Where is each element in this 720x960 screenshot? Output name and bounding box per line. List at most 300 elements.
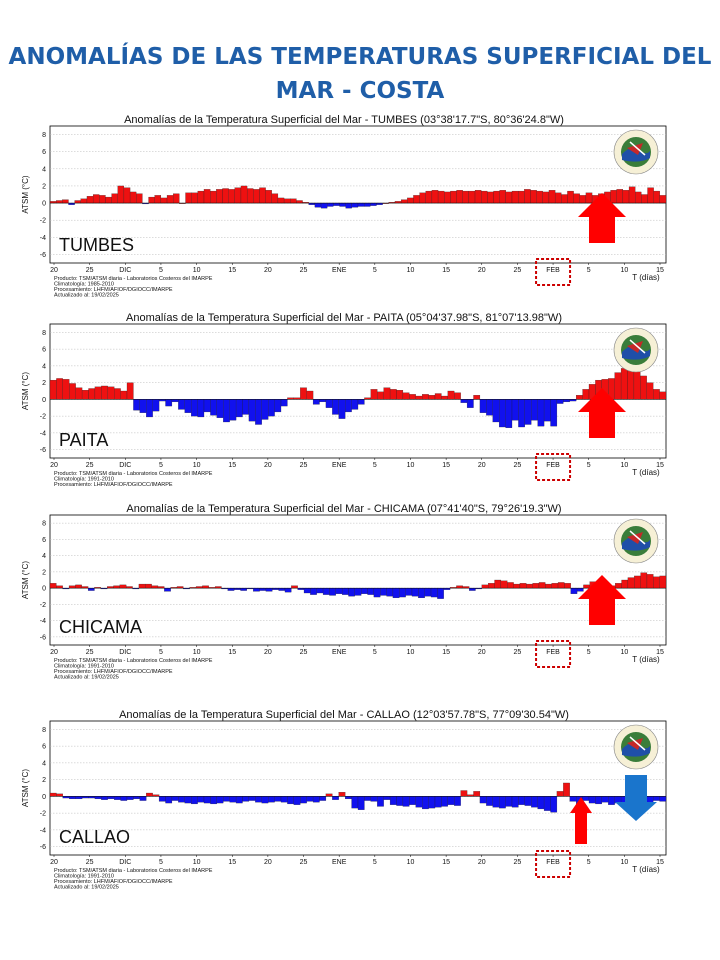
bar: [480, 796, 486, 803]
bar: [172, 796, 178, 800]
bar: [403, 796, 409, 806]
x-tick-label: 20: [263, 462, 272, 469]
chart-title: Anomalías de la Temperatura Superficial del Mar - CALLAO (12°03'57.78"S, 77°09'30.54"W): [119, 709, 569, 721]
bar: [544, 399, 550, 421]
y-axis-label: ATSM (°C): [21, 560, 30, 600]
plot-frame: [50, 721, 666, 855]
x-tick-label: 10: [620, 859, 629, 866]
bar: [294, 796, 300, 804]
bar: [551, 399, 557, 426]
bar: [474, 395, 480, 399]
bar: [210, 191, 216, 203]
bar: [648, 188, 654, 203]
y-tick-label: 4: [42, 553, 46, 561]
bar: [469, 588, 475, 590]
bar: [583, 585, 589, 588]
bar: [531, 796, 537, 807]
bar: [346, 203, 352, 208]
footer-line: Climatología: 1991-2010: [54, 663, 114, 670]
bar: [441, 796, 447, 806]
x-axis-label: T (días): [632, 468, 660, 477]
bar: [577, 588, 583, 591]
bar: [549, 190, 555, 203]
bar: [333, 203, 339, 206]
bar: [538, 796, 544, 809]
chart-panel-chicama: [18, 502, 670, 700]
bar: [418, 588, 424, 598]
bar: [611, 190, 617, 203]
bar: [56, 794, 62, 797]
bar: [82, 796, 88, 798]
bar: [230, 399, 236, 420]
bar: [544, 796, 550, 810]
bar: [586, 193, 592, 203]
bar: [260, 588, 266, 590]
x-tick-label: 15: [228, 267, 237, 274]
bar: [210, 399, 216, 415]
x-tick-label: 25: [299, 267, 308, 274]
bar: [56, 586, 62, 588]
bar: [217, 399, 223, 417]
bar: [266, 190, 272, 203]
bar: [99, 195, 105, 203]
bar: [178, 796, 184, 802]
bar: [153, 795, 159, 797]
bar: [401, 200, 407, 203]
x-tick-label: 15: [656, 462, 664, 469]
x-tick-label: 10: [406, 267, 415, 274]
bar: [564, 583, 570, 588]
bar: [615, 373, 621, 400]
x-tick-label: 15: [228, 649, 237, 656]
bar: [313, 399, 319, 404]
bar: [249, 796, 255, 800]
bar: [114, 796, 120, 799]
bar: [384, 796, 390, 799]
bar: [241, 588, 247, 590]
x-tick-label: 20: [50, 267, 58, 274]
bar: [262, 399, 268, 419]
bar: [641, 573, 647, 588]
bar: [617, 189, 623, 203]
bar: [456, 586, 462, 588]
bar: [300, 388, 306, 400]
imarpe-logo: [614, 130, 658, 174]
bar: [82, 390, 88, 399]
chart-panel-paita: [18, 311, 670, 501]
x-tick-label: FEB: [546, 859, 560, 866]
bar: [390, 796, 396, 804]
y-tick-label: -6: [39, 844, 46, 852]
bar: [326, 399, 332, 407]
x-tick-label: 15: [228, 859, 237, 866]
station-label: CHICAMA: [59, 617, 143, 637]
bar: [139, 584, 145, 588]
bar: [531, 399, 537, 420]
footer-line: Climatología: 1991-2010: [54, 476, 114, 483]
x-axis-label: T (días): [632, 865, 660, 874]
chart-panel-tumbes: [18, 113, 670, 306]
bar: [216, 189, 222, 203]
bar: [530, 190, 536, 203]
bar: [660, 796, 666, 801]
bar: [432, 190, 438, 203]
footer-line: Actualizado al: 19/02/2025: [54, 292, 119, 299]
imarpe-logo: [614, 725, 658, 769]
bar: [101, 796, 107, 799]
x-tick-label: 5: [158, 462, 163, 469]
bar: [336, 588, 342, 594]
bar: [145, 584, 151, 588]
bar: [399, 588, 405, 597]
x-tick-label: 15: [656, 859, 664, 866]
bar: [647, 383, 653, 400]
bar: [146, 399, 152, 417]
footer-line: Producto: TSM/ATSM diaria - Laboratorios Costeros del IMARPE: [54, 868, 213, 874]
bar: [173, 194, 179, 203]
bar: [140, 399, 146, 412]
x-tick-label: 15: [442, 462, 451, 469]
bar: [56, 378, 62, 399]
bar: [377, 796, 383, 806]
y-tick-label: 0: [42, 396, 46, 404]
bar: [660, 576, 666, 588]
bar: [178, 399, 184, 409]
y-tick-label: 6: [42, 743, 46, 751]
chart-svg: [18, 311, 670, 501]
x-tick-label: 20: [477, 462, 486, 469]
bar: [377, 392, 383, 400]
bar: [172, 399, 178, 402]
bar: [435, 394, 441, 400]
footer-line: Producto: TSM/ATSM diaria - Laboratorios Costeros del IMARPE: [54, 276, 213, 282]
bar: [50, 380, 56, 399]
bar: [329, 588, 335, 595]
bar: [608, 796, 614, 804]
bar: [262, 796, 268, 803]
bar: [272, 194, 278, 203]
bar: [186, 193, 192, 203]
bar: [287, 796, 293, 804]
bar: [63, 379, 69, 399]
bar: [387, 588, 393, 596]
x-tick-label: 5: [586, 649, 591, 656]
bar: [437, 588, 443, 599]
bar: [628, 578, 634, 589]
y-tick-label: -4: [39, 618, 46, 626]
bar: [56, 200, 62, 203]
x-tick-label: ENE: [331, 462, 347, 469]
x-tick-label: 20: [477, 649, 486, 656]
bar: [380, 588, 386, 595]
bar: [307, 391, 313, 399]
bar: [552, 583, 558, 588]
bar: [198, 191, 204, 203]
bar: [259, 188, 265, 203]
bar: [526, 584, 532, 588]
bar: [323, 588, 329, 595]
bar: [95, 796, 101, 799]
bar: [236, 796, 242, 803]
bar: [320, 796, 326, 800]
x-tick-label: 5: [372, 462, 377, 469]
x-axis-label: T (días): [632, 273, 660, 282]
bar: [136, 194, 142, 203]
footer-line: Climatología: 1985-2010: [54, 281, 114, 288]
bar: [281, 796, 287, 802]
bar: [518, 399, 524, 427]
bar: [235, 188, 241, 203]
bar: [487, 192, 493, 203]
bar: [121, 796, 127, 800]
bar: [352, 796, 358, 808]
bar: [217, 796, 223, 803]
bar: [114, 586, 120, 588]
bar: [501, 581, 507, 588]
bar: [326, 794, 332, 797]
x-tick-label: 5: [372, 649, 377, 656]
footer-line: Producto: TSM/ATSM diaria - Laboratorios Costeros del IMARPE: [54, 471, 213, 477]
bar: [278, 198, 284, 203]
bar: [76, 388, 82, 400]
bar: [155, 195, 161, 203]
x-tick-label: 25: [85, 462, 94, 469]
x-tick-label: 15: [442, 859, 451, 866]
x-tick-label: 10: [620, 462, 629, 469]
bar: [416, 796, 422, 807]
bar: [583, 796, 589, 800]
bar: [463, 191, 469, 203]
bar: [118, 186, 124, 203]
bar: [537, 191, 543, 203]
bar: [317, 588, 323, 593]
bar: [635, 192, 641, 203]
y-tick-label: 0: [42, 200, 46, 208]
bar: [223, 796, 229, 801]
bar: [576, 395, 582, 399]
x-tick-label: DIC: [119, 462, 132, 469]
bar: [89, 388, 95, 399]
bar: [192, 193, 198, 203]
bar: [185, 399, 191, 412]
x-tick-label: 5: [372, 859, 377, 866]
bar: [204, 399, 210, 412]
y-tick-label: 8: [42, 132, 46, 140]
bar: [191, 399, 197, 416]
x-tick-label: 10: [620, 649, 629, 656]
bar: [296, 200, 302, 203]
x-tick-label: FEB: [546, 267, 560, 274]
bar: [121, 391, 127, 399]
bar: [457, 190, 463, 203]
bar: [133, 399, 139, 410]
bar: [525, 399, 531, 424]
bar: [69, 796, 75, 799]
x-tick-label: 5: [586, 267, 591, 274]
x-tick-label: 15: [656, 649, 664, 656]
bar: [370, 203, 376, 206]
y-tick-label: 2: [42, 380, 46, 388]
x-tick-label: 10: [192, 649, 201, 656]
bar: [255, 399, 261, 424]
bar: [222, 189, 228, 204]
x-tick-label: 10: [406, 649, 415, 656]
bar: [512, 191, 518, 203]
bar: [407, 198, 413, 203]
bar: [348, 588, 354, 596]
bar: [499, 399, 505, 427]
bar: [438, 191, 444, 203]
page-title: [0, 40, 720, 108]
bar: [474, 791, 480, 796]
footer-line: Procesamiento: LHFM/AFIOF/DGIOCC/IMARPE: [54, 482, 173, 488]
bar: [93, 195, 99, 204]
bar: [561, 195, 567, 204]
bar: [570, 796, 576, 801]
bar: [339, 792, 345, 796]
bar: [448, 796, 454, 804]
bar: [461, 791, 467, 797]
y-tick-label: -6: [39, 447, 46, 455]
y-tick-label: -2: [39, 601, 46, 609]
x-tick-label: ENE: [331, 267, 347, 274]
y-tick-label: 4: [42, 166, 46, 174]
y-tick-label: 8: [42, 520, 46, 528]
bar: [570, 399, 576, 401]
bar: [494, 191, 500, 203]
bar: [68, 203, 74, 205]
bar: [403, 393, 409, 400]
bar: [397, 390, 403, 399]
y-tick-label: -2: [39, 217, 46, 225]
bar: [420, 193, 426, 203]
station-label: TUMBES: [59, 235, 135, 255]
bar: [247, 189, 253, 204]
bar: [551, 796, 557, 812]
footer-line: Producto: TSM/ATSM diaria - Laboratorios Costeros del IMARPE: [54, 658, 213, 664]
y-tick-label: 0: [42, 585, 46, 593]
bar: [563, 399, 569, 402]
x-tick-label: 25: [299, 859, 308, 866]
bar: [146, 793, 152, 796]
plot-frame: [50, 324, 666, 458]
bar: [622, 580, 628, 588]
y-tick-label: -4: [39, 430, 46, 438]
bar: [159, 399, 165, 401]
bar: [304, 588, 310, 593]
bar: [634, 576, 640, 588]
bar: [621, 368, 627, 399]
bar: [409, 796, 415, 804]
x-tick-label: 20: [477, 267, 486, 274]
x-tick-label: 15: [228, 462, 237, 469]
bar: [114, 388, 120, 399]
bar: [198, 796, 204, 802]
x-tick-label: 25: [299, 462, 308, 469]
bar: [140, 796, 146, 800]
x-tick-label: 25: [85, 859, 94, 866]
footer-line: Climatología: 1991-2010: [54, 873, 114, 880]
bar: [95, 387, 101, 400]
bar: [89, 796, 95, 798]
bar: [416, 396, 422, 399]
bar: [495, 580, 501, 588]
y-tick-label: 2: [42, 183, 46, 191]
bar: [555, 193, 561, 203]
bar: [571, 588, 577, 594]
x-tick-label: FEB: [546, 462, 560, 469]
bar: [374, 588, 380, 597]
bar: [506, 399, 512, 427]
bar: [481, 191, 487, 203]
bar: [634, 368, 640, 399]
x-tick-label: 5: [586, 859, 591, 866]
bar: [486, 796, 492, 805]
bar: [127, 796, 133, 799]
x-tick-label: 25: [85, 267, 94, 274]
bar: [422, 796, 428, 809]
bar: [87, 196, 93, 203]
bar: [253, 588, 259, 591]
bar: [345, 399, 351, 412]
bar: [281, 399, 287, 406]
bar: [500, 190, 506, 203]
bar: [75, 200, 81, 203]
bar: [266, 588, 272, 591]
bar: [112, 194, 118, 203]
bar: [191, 796, 197, 804]
bar: [315, 203, 321, 207]
chart-svg: [18, 113, 670, 306]
bar: [50, 201, 56, 203]
bar: [204, 189, 210, 203]
bar: [81, 199, 87, 203]
bar: [63, 796, 69, 798]
bar: [133, 796, 139, 799]
bar: [75, 585, 81, 588]
y-axis-label: ATSM (°C): [21, 768, 30, 808]
bar: [167, 195, 173, 203]
bar: [284, 199, 290, 203]
bar: [236, 399, 242, 417]
x-tick-label: 20: [50, 462, 58, 469]
bar: [108, 387, 114, 400]
bar: [660, 392, 666, 400]
bar: [557, 791, 563, 796]
bar: [545, 584, 551, 588]
y-tick-label: 8: [42, 329, 46, 337]
bar: [120, 585, 126, 588]
bar: [275, 399, 281, 412]
bar: [339, 399, 345, 418]
bar: [198, 399, 204, 417]
y-tick-label: -4: [39, 234, 46, 242]
bar: [327, 203, 333, 206]
station-label: CALLAO: [59, 827, 131, 847]
x-tick-label: 10: [192, 859, 201, 866]
footer-line: Actualizado al: 19/02/2025: [54, 884, 119, 891]
y-tick-label: 6: [42, 536, 46, 544]
bar: [629, 187, 635, 203]
bar: [321, 203, 327, 208]
bar: [647, 574, 653, 588]
bar: [574, 194, 580, 203]
x-tick-label: FEB: [546, 649, 560, 656]
bar: [161, 198, 167, 203]
bar: [488, 583, 494, 588]
bar: [342, 588, 348, 595]
y-tick-label: 0: [42, 793, 46, 801]
